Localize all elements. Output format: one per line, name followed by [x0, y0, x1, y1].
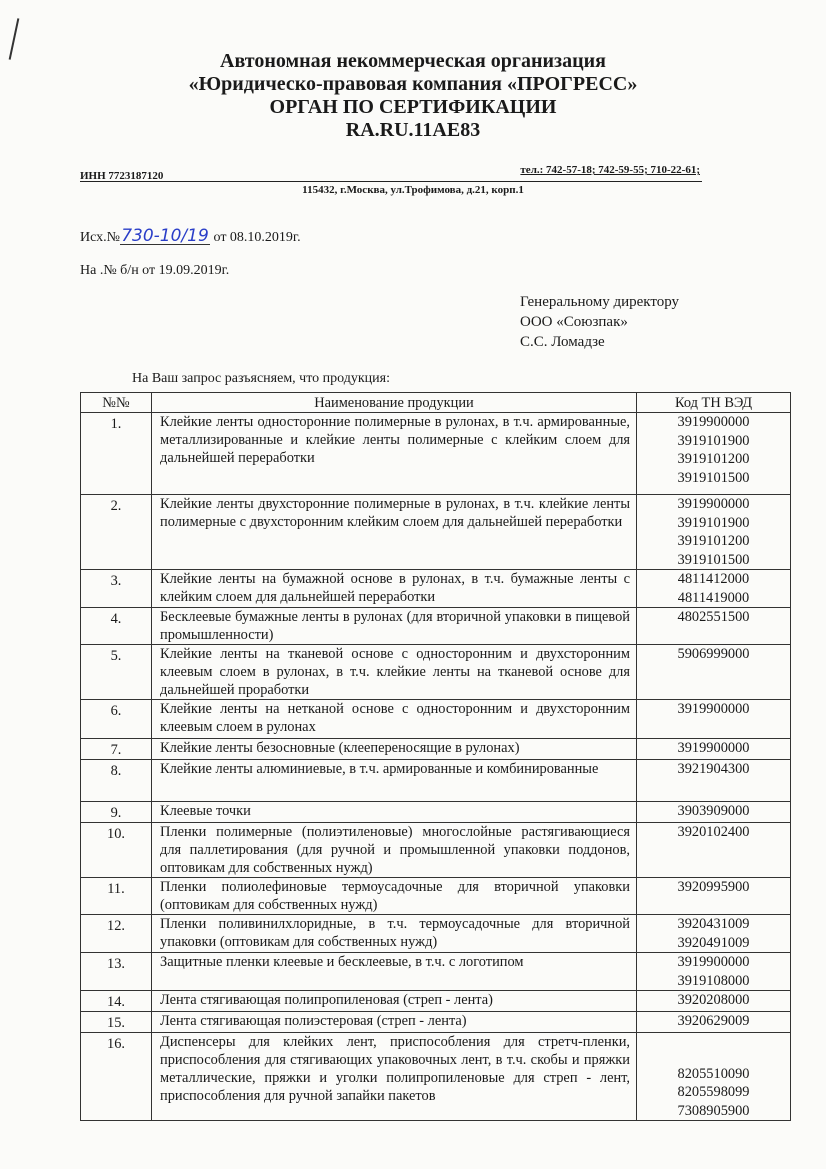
hs-code: 3919101200 — [677, 533, 750, 549]
row-number: 15. — [81, 1012, 152, 1033]
hs-code: 4811412000 — [677, 571, 750, 587]
hs-codes — [637, 570, 791, 608]
row-number: 5. — [81, 645, 152, 700]
phones: тел.: 742-57-18; 742-59-55; 710-22-61; — [520, 164, 700, 176]
address: 115432, г.Москва, ул.Трофимова, д.21, корп.1 — [302, 184, 524, 196]
product-name: Клеевые точки — [152, 802, 637, 823]
hs-codes — [637, 878, 791, 915]
hs-codes — [637, 823, 791, 878]
hs-codes — [637, 1033, 791, 1121]
table-row — [81, 413, 791, 495]
hs-codes — [637, 991, 791, 1012]
table-row — [81, 991, 791, 1012]
hs-code: 3919900000 — [677, 701, 750, 717]
addressee — [520, 292, 679, 352]
product-name: Клейкие ленты на тканевой основе с односторонним и двухсторонним клеевым слоем в рулонах, в т.ч. клейкие ленты на тканевой основе для дальнейшей проработки — [152, 645, 637, 700]
hs-code: 4802551500 — [677, 609, 750, 625]
product-name: Лента стягивающая полиэстеровая (стреп - лента) — [152, 1012, 637, 1033]
hs-code: 3919101500 — [677, 551, 750, 568]
hs-code: 3919900000 — [677, 954, 750, 970]
product-name: Клейкие ленты безосновные (клеепереносящие в рулонах) — [152, 739, 637, 760]
product-name: Лента стягивающая полипропиленовая (стреп - лента) — [152, 991, 637, 1012]
product-name: Клейкие ленты двухсторонние полимерные в рулонах, в т.ч. клейкие ленты полимерные с двухсторонним клейким слоем для дальнейшей переработки — [152, 495, 637, 570]
hs-codes — [637, 915, 791, 953]
hs-codes — [637, 645, 791, 700]
row-number: 3. — [81, 570, 152, 608]
row-number: 13. — [81, 953, 152, 991]
table-row — [81, 739, 791, 760]
hs-code: 3903909000 — [677, 803, 750, 819]
table-row — [81, 878, 791, 915]
header-code: Код ТН ВЭД — [637, 393, 791, 413]
hs-code: 5906999000 — [677, 646, 750, 662]
table-row — [81, 953, 791, 991]
addressee-name: С.С. Ломадзе — [520, 334, 605, 350]
table-row — [81, 1012, 791, 1033]
header-number: №№ — [81, 393, 152, 413]
addressee-position: Генеральному директору — [520, 294, 680, 310]
row-number: 2. — [81, 495, 152, 570]
table-row — [81, 495, 791, 570]
product-name: Пленки полиолефиновые термоусадочные для вторичной упаковки (оптовикам для собственных нужд) — [152, 878, 637, 915]
hs-code: 3919900000 — [677, 414, 750, 430]
reply-reference: На .№ б/н от 19.09.2019г. — [80, 263, 230, 278]
outgoing-reference — [80, 228, 301, 246]
hs-code: 3920431009 — [677, 916, 750, 932]
outgoing-date: от 08.10.2019г. — [213, 230, 301, 245]
hs-codes — [637, 739, 791, 760]
table-row — [81, 1033, 791, 1121]
row-number: 11. — [81, 878, 152, 915]
hs-code: 3919101500 — [677, 469, 750, 486]
product-name: Защитные пленки клеевые и бесклеевые, в т.ч. с логотипом — [152, 953, 637, 991]
table-row — [81, 802, 791, 823]
product-name: Клейкие ленты на нетканой основе с односторонним и двухсторонним клеевым слоем в рулонах — [152, 700, 637, 739]
product-name: Бесклеевые бумажные ленты в рулонах (для вторичной упаковки в пищевой промышленности) — [152, 608, 637, 645]
table-row — [81, 760, 791, 802]
hs-code: 3921904300 — [677, 761, 750, 777]
accreditation-number: RA.RU.11AE83 — [345, 119, 481, 141]
table-row — [81, 823, 791, 878]
intro-text: На Ваш запрос разъясняем, что продукция: — [132, 371, 390, 386]
hs-code: 3920208000 — [677, 992, 750, 1008]
row-number: 9. — [81, 802, 152, 823]
row-number: 16. — [81, 1033, 152, 1121]
hs-code: 8205598099 — [677, 1084, 750, 1100]
table-row — [81, 645, 791, 700]
hs-codes — [637, 700, 791, 739]
hs-code: 3919900000 — [677, 496, 750, 512]
table-header — [81, 393, 791, 413]
hs-code: 3920995900 — [677, 879, 750, 895]
header-divider — [80, 181, 702, 182]
org-type: Автономная некоммерческая организация — [220, 50, 606, 72]
hs-code: 3919900000 — [677, 740, 750, 756]
header-name: Наименование продукции — [152, 393, 637, 413]
org-body: ОРГАН ПО СЕРТИФИКАЦИИ — [269, 96, 557, 118]
product-name: Клейкие ленты на бумажной основе в рулонах, в т.ч. бумажные ленты с клейким слоем для дальнейшей переработки — [152, 570, 637, 608]
product-name: Пленки поливинилхлоридные, в т.ч. термоусадочные для вторичной упаковки (оптовикам для собственных нужд) — [152, 915, 637, 953]
table-row — [81, 608, 791, 645]
row-number: 8. — [81, 760, 152, 802]
org-name: «Юридическо-правовая компания «ПРОГРЕСС» — [188, 73, 638, 95]
hs-codes — [637, 802, 791, 823]
hs-codes — [637, 953, 791, 991]
hs-code: 3919101900 — [677, 514, 750, 531]
inn: ИНН 7723187120 — [80, 170, 164, 182]
hs-code: 3919108000 — [677, 972, 750, 989]
row-number: 1. — [81, 413, 152, 495]
letterhead-title — [0, 50, 826, 142]
outgoing-number-handwritten: 730-10/19 — [121, 226, 209, 246]
outgoing-prefix: Исх.№ — [80, 230, 120, 245]
row-number: 12. — [81, 915, 152, 953]
table-row — [81, 915, 791, 953]
hs-codes — [637, 413, 791, 495]
hs-code: 3919101900 — [677, 432, 750, 449]
row-number: 10. — [81, 823, 152, 878]
hs-code: 3920102400 — [677, 824, 750, 840]
hs-code: 3920491009 — [677, 934, 750, 951]
addressee-company: ООО «Союзпак» — [520, 314, 628, 330]
row-number: 14. — [81, 991, 152, 1012]
hs-code: 3920629009 — [677, 1013, 750, 1029]
hs-codes — [637, 1012, 791, 1033]
product-name: Диспенсеры для клейких лент, приспособления для стретч-пленки, приспособления для стягивающих упаковочных лент, в т.ч. скобы и пряжки металлические, пряжки и уголки полипропиленовые для стреп - лент, приспособления для ручной запайки пакетов — [152, 1033, 637, 1121]
products-table — [80, 392, 791, 1121]
row-number: 4. — [81, 608, 152, 645]
row-number: 7. — [81, 739, 152, 760]
hs-code: 4811419000 — [677, 589, 750, 606]
product-name: Клейкие ленты односторонние полимерные в рулонах, в т.ч. армированные, металлизированные и клейкие ленты полимерные с клейким слоем для дальнейшей переработки — [152, 413, 637, 495]
hs-code: 8205510090 — [677, 1065, 750, 1082]
product-name: Пленки полимерные (полиэтиленовые) многослойные растягивающиеся для паллетирования (для ручной и промышленной упаковки поддонов, оптовикам для собственных нужд) — [152, 823, 637, 878]
hs-codes — [637, 608, 791, 645]
hs-codes — [637, 495, 791, 570]
table-row — [81, 700, 791, 739]
row-number: 6. — [81, 700, 152, 739]
hs-code: 3919101200 — [677, 451, 750, 467]
table-row — [81, 570, 791, 608]
hs-code: 7308905900 — [677, 1102, 750, 1119]
product-name: Клейкие ленты алюминиевые, в т.ч. армированные и комбинированные — [152, 760, 637, 802]
hs-codes — [637, 760, 791, 802]
